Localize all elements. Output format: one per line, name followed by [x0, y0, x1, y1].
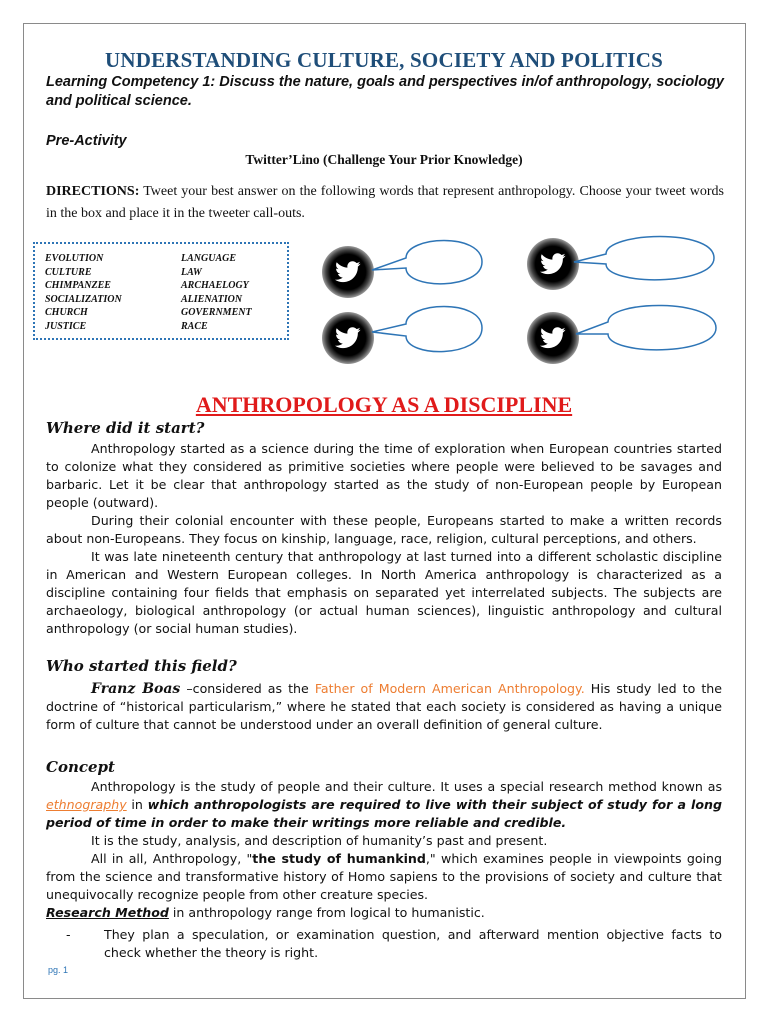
concept-heading: Concept — [46, 758, 115, 776]
word-grid — [45, 252, 291, 333]
ethnography-link[interactable]: ethnography — [46, 797, 127, 812]
section-heading: ANTHROPOLOGY AS A DISCIPLINE — [195, 392, 573, 417]
word: LANGUAGE — [181, 253, 237, 264]
word-box — [33, 242, 289, 340]
word: CHURCH — [45, 307, 88, 318]
word: JUSTICE — [45, 320, 87, 332]
text: Anthropology is the study of people and their culture. It uses a special research method known as — [91, 779, 722, 794]
callout-bubble[interactable] — [366, 296, 486, 366]
text: the study of humankind — [252, 851, 426, 866]
word: GOVERNMENT — [181, 307, 252, 318]
word: EVOLUTION — [45, 253, 104, 264]
pre-activity-label: Pre-Activity — [46, 133, 127, 149]
text: His study led to the doctrine of “historical particularism,” where he stated that each society is considered as having a unique form of culture that cannot be understood under an overall definition of general culture. — [46, 681, 722, 732]
word: SOCIALIZATION — [45, 293, 122, 305]
paragraph: It was late nineteenth century that anthropology at last turned into a different scholastic discipline in American and Western European colleges. In North America anthropology is characterized as a discipline containing four fields that emphasis on separated yet interrelated subjects. The subjects are archaeology, biological anthropology (or actual human sciences), linguistic anthropology and cultural anthropology (or social human studies). — [46, 549, 722, 636]
word: CULTURE — [45, 266, 92, 278]
text: All in all, Anthropology, " — [91, 851, 253, 866]
paragraph: During their colonial encounter with these people, Europeans started to make a written records about non-Europeans. They focus on kinship, language, race, religion, cultural perceptions, and others. — [46, 513, 722, 546]
word: ARCHAELOGY — [181, 280, 249, 291]
paragraph: Anthropology started as a science during the time of exploration when European countries started to colonize what they considered as primitive societies where people were believed to be savages and barbaric. Let it be clear that anthropology started as the study of non-European people by European people (outward). — [46, 441, 722, 510]
callout-bubble[interactable] — [572, 296, 722, 366]
word: CHIMPANZEE — [45, 280, 111, 291]
where-heading: Where did it start? — [46, 419, 205, 437]
activity-subtitle: Twitter’Lino (Challenge Your Prior Knowledge) — [245, 152, 523, 167]
word: RACE — [181, 320, 208, 332]
callout-bubble[interactable] — [366, 228, 486, 300]
word: ALIENATION — [181, 293, 243, 305]
directions-text — [46, 181, 724, 225]
text: in anthropology range from logical to humanistic. — [168, 905, 485, 920]
directions-body: Tweet your best answer on the following words that represent anthropology. Choose your tweet words in the box and place it in the tweeter call-outs. — [46, 184, 724, 221]
text: –considered as the — [180, 681, 315, 696]
who-heading: Who started this field? — [46, 657, 237, 675]
where-body — [46, 440, 722, 638]
document-title: UNDERSTANDING CULTURE, SOCIETY AND POLITICS — [104, 48, 664, 72]
text: which anthropologists are required to live with their subject of study for a long period of time in order to make their writings more reliable and credible. — [46, 797, 722, 830]
concept-body — [46, 778, 722, 962]
father-title: Father of Modern American Anthropology. — [314, 681, 585, 696]
bullet-text: They plan a speculation, or examination question, and afterward mention objective facts to check whether the theory is right. — [104, 927, 722, 960]
text: ," which examines people in viewpoints going from the science and transformative history of Homo sapiens to the provisions of society and culture that unequivocally recognize people from other creature species. — [46, 851, 723, 902]
who-body — [46, 680, 722, 734]
callout-bubble[interactable] — [570, 226, 720, 296]
learning-competency: Learning Competency 1: Discuss the nature, goals and perspectives in/of anthropology, sociology and political science. — [46, 74, 724, 109]
text: in — [126, 797, 148, 812]
paragraph: It is the study, analysis, and description of humanity’s past and present. — [91, 833, 548, 848]
bullet-item — [46, 926, 722, 962]
word: LAW — [181, 266, 202, 278]
research-method-label: Research Method — [46, 905, 169, 920]
franz-boas-name: Franz Boas — [91, 681, 181, 697]
page-number: pg. 1 — [48, 965, 69, 975]
bullet-dash: - — [66, 927, 71, 942]
directions-label: DIRECTIONS: — [46, 184, 140, 199]
